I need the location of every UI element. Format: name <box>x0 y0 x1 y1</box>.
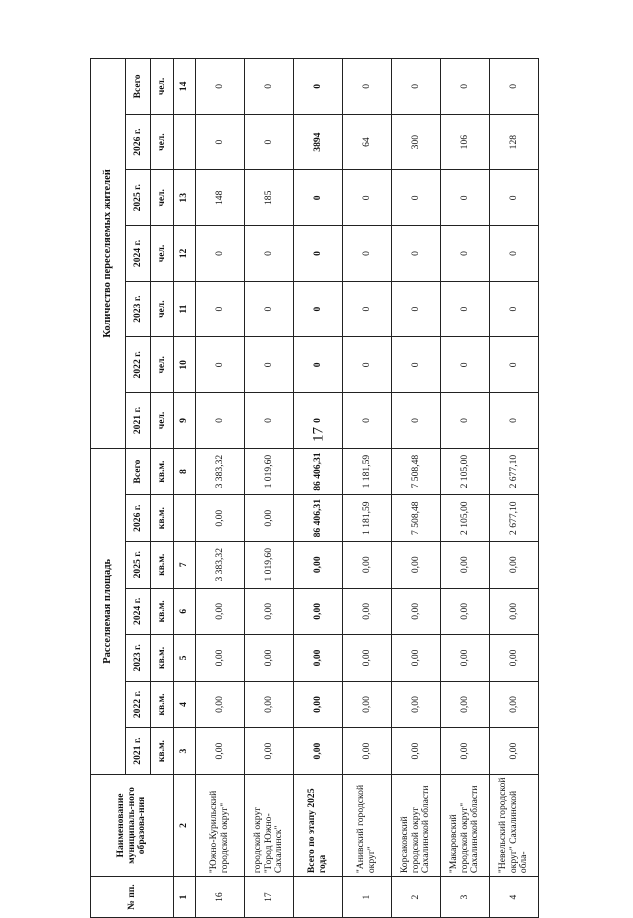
area-cell: 0,00 <box>196 728 245 775</box>
area-cell: 0,00 <box>294 541 343 588</box>
people-cell: 0 <box>343 281 392 337</box>
people-cell: 0 <box>196 337 245 393</box>
column-number: 6 <box>174 588 196 635</box>
column-number: 12 <box>174 226 196 282</box>
people-cell: 0 <box>294 281 343 337</box>
header-no: № пп. <box>91 877 174 918</box>
people-cell: 185 <box>245 170 294 226</box>
unit-people: чел. <box>151 337 174 393</box>
unit-area: кв.м. <box>151 448 174 495</box>
unit-area: кв.м. <box>151 495 174 542</box>
resettlement-table-rotor <box>90 58 586 918</box>
area-cell: 1 019,60 <box>245 541 294 588</box>
area-cell: 0,00 <box>441 681 490 728</box>
people-cell: 0 <box>490 226 539 282</box>
area-cell: 0,00 <box>441 588 490 635</box>
area-cell: 0,00 <box>343 635 392 682</box>
people-cell: 0 <box>245 281 294 337</box>
area-cell: 0,00 <box>392 635 441 682</box>
area-cell: 0,00 <box>343 588 392 635</box>
header-area-year: 2026 г. <box>126 495 151 542</box>
header-people-year: 2022 г. <box>126 337 151 393</box>
people-cell: 0 <box>196 226 245 282</box>
page-number: 17 <box>310 427 327 442</box>
area-cell: 2 677,10 <box>490 495 539 542</box>
people-total-cell: 0 <box>245 59 294 115</box>
unit-people: чел. <box>151 114 174 170</box>
resettlement-table <box>90 58 539 918</box>
table-row <box>245 59 294 918</box>
column-number: 1 <box>174 877 196 918</box>
people-cell: 0 <box>392 393 441 449</box>
area-cell: 0,00 <box>245 728 294 775</box>
column-number: 11 <box>174 281 196 337</box>
people-cell: 0 <box>294 170 343 226</box>
area-cell: 0,00 <box>441 635 490 682</box>
unit-area: кв.м. <box>151 588 174 635</box>
column-number <box>174 114 196 170</box>
people-total-cell: 0 <box>196 59 245 115</box>
area-cell: 0,00 <box>392 588 441 635</box>
people-cell: 0 <box>245 114 294 170</box>
municipality-name: "Анивский городской округ" <box>343 774 392 876</box>
area-cell: 0,00 <box>294 681 343 728</box>
column-number <box>174 495 196 542</box>
header-area-year: 2024 г. <box>126 588 151 635</box>
people-total-cell: 0 <box>294 59 343 115</box>
header-people-group: Количество переселяемых жителей <box>91 59 126 449</box>
area-total-cell: 1 181,59 <box>343 448 392 495</box>
area-cell: 0,00 <box>490 681 539 728</box>
area-cell: 3 383,32 <box>196 541 245 588</box>
unit-area: кв.м. <box>151 635 174 682</box>
table-row-stage-total <box>294 59 343 918</box>
area-cell: 0,00 <box>294 728 343 775</box>
people-cell: 0 <box>392 281 441 337</box>
unit-area: кв.м. <box>151 541 174 588</box>
area-cell: 2 105,00 <box>441 495 490 542</box>
area-total-cell: 2 105,00 <box>441 448 490 495</box>
unit-people: чел. <box>151 226 174 282</box>
area-cell: 0,00 <box>490 635 539 682</box>
people-cell: 0 <box>343 393 392 449</box>
area-total-cell: 2 677,10 <box>490 448 539 495</box>
people-cell: 0 <box>294 393 343 449</box>
people-cell: 148 <box>196 170 245 226</box>
area-cell: 0,00 <box>490 588 539 635</box>
people-cell: 0 <box>196 393 245 449</box>
area-cell: 0,00 <box>245 588 294 635</box>
people-cell: 64 <box>343 114 392 170</box>
unit-people: чел. <box>151 393 174 449</box>
area-cell: 0,00 <box>392 541 441 588</box>
unit-people: чел. <box>151 59 174 115</box>
area-cell: 0,00 <box>392 728 441 775</box>
unit-people: чел. <box>151 281 174 337</box>
header-area-total: Всего <box>126 448 151 495</box>
area-cell: 1 181,59 <box>343 495 392 542</box>
municipality-name: городской округ "Город Южно-Сахалинск" <box>245 774 294 876</box>
people-cell: 0 <box>441 170 490 226</box>
area-cell: 0,00 <box>490 541 539 588</box>
municipality-name: "Макаровский городской округ" Сахалинской области <box>441 774 490 876</box>
area-cell: 0,00 <box>343 541 392 588</box>
people-cell: 0 <box>245 393 294 449</box>
area-cell: 7 508,48 <box>392 495 441 542</box>
row-number <box>294 877 343 918</box>
column-number: 4 <box>174 681 196 728</box>
header-area-year: 2023 г. <box>126 635 151 682</box>
people-cell: 0 <box>343 226 392 282</box>
people-cell: 0 <box>490 170 539 226</box>
area-cell: 0,00 <box>196 495 245 542</box>
area-cell: 0,00 <box>392 681 441 728</box>
area-total-cell: 86 406,31 <box>294 448 343 495</box>
people-cell: 0 <box>245 337 294 393</box>
people-total-cell: 0 <box>490 59 539 115</box>
row-number: 2 <box>392 877 441 918</box>
table-row <box>392 59 441 918</box>
municipality-name: "Невельский городской округ" Сахалинской обла- <box>490 774 539 876</box>
people-cell: 0 <box>196 114 245 170</box>
row-number: 3 <box>441 877 490 918</box>
header-name: Наименование муниципаль-ного образова-ния <box>91 774 174 876</box>
unit-area: кв.м. <box>151 681 174 728</box>
municipality-name: Всего по этапу 2025 года <box>294 774 343 876</box>
area-cell: 0,00 <box>245 681 294 728</box>
people-cell: 0 <box>294 226 343 282</box>
area-total-cell: 1 019,60 <box>245 448 294 495</box>
table-body <box>196 59 539 918</box>
header-people-year: 2023 г. <box>126 281 151 337</box>
people-cell: 0 <box>343 170 392 226</box>
column-number: 9 <box>174 393 196 449</box>
people-cell: 0 <box>343 337 392 393</box>
header-row-groups <box>91 59 126 918</box>
area-cell: 0,00 <box>196 635 245 682</box>
area-cell: 0,00 <box>343 728 392 775</box>
column-number: 8 <box>174 448 196 495</box>
people-cell: 0 <box>441 281 490 337</box>
people-total-cell: 0 <box>343 59 392 115</box>
column-number: 13 <box>174 170 196 226</box>
area-cell: 0,00 <box>294 635 343 682</box>
area-cell: 0,00 <box>245 495 294 542</box>
header-people-year: 2025 г. <box>126 170 151 226</box>
people-total-cell: 0 <box>441 59 490 115</box>
people-cell: 0 <box>392 226 441 282</box>
area-cell: 86 406,31 <box>294 495 343 542</box>
area-cell: 0,00 <box>245 635 294 682</box>
column-number: 10 <box>174 337 196 393</box>
area-cell: 0,00 <box>490 728 539 775</box>
row-number: 17 <box>245 877 294 918</box>
table-row <box>343 59 392 918</box>
resettlement-table-container <box>90 58 586 918</box>
people-total-cell: 0 <box>392 59 441 115</box>
people-cell: 3894 <box>294 114 343 170</box>
header-area-year: 2022 г. <box>126 681 151 728</box>
header-people-year: 2021 г. <box>126 393 151 449</box>
people-cell: 0 <box>392 170 441 226</box>
people-cell: 0 <box>441 393 490 449</box>
row-number: 1 <box>343 877 392 918</box>
people-cell: 0 <box>441 226 490 282</box>
header-area-group: Расселяемая площадь <box>91 448 126 774</box>
area-cell: 0,00 <box>196 588 245 635</box>
people-cell: 300 <box>392 114 441 170</box>
people-cell: 0 <box>441 337 490 393</box>
row-number: 16 <box>196 877 245 918</box>
people-cell: 0 <box>245 226 294 282</box>
people-cell: 106 <box>441 114 490 170</box>
area-cell: 0,00 <box>441 541 490 588</box>
header-people-total: Всего <box>126 59 151 115</box>
row-number: 4 <box>490 877 539 918</box>
people-cell: 0 <box>490 393 539 449</box>
column-number: 2 <box>174 774 196 876</box>
people-cell: 0 <box>294 337 343 393</box>
unit-people: чел. <box>151 170 174 226</box>
table-row <box>441 59 490 918</box>
header-people-year: 2026 г. <box>126 114 151 170</box>
table-row <box>490 59 539 918</box>
table-row <box>196 59 245 918</box>
people-cell: 0 <box>490 281 539 337</box>
header-area-year: 2025 г. <box>126 541 151 588</box>
area-total-cell: 3 383,32 <box>196 448 245 495</box>
column-number: 14 <box>174 59 196 115</box>
area-cell: 0,00 <box>343 681 392 728</box>
unit-area: кв.м. <box>151 728 174 775</box>
column-number: 5 <box>174 635 196 682</box>
header-people-year: 2024 г. <box>126 226 151 282</box>
area-cell: 0,00 <box>441 728 490 775</box>
column-number: 3 <box>174 728 196 775</box>
area-total-cell: 7 508,48 <box>392 448 441 495</box>
people-cell: 0 <box>392 337 441 393</box>
column-number: 7 <box>174 541 196 588</box>
municipality-name: Корсаковский городской округ Сахалинской области <box>392 774 441 876</box>
header-row-column-numbers <box>174 59 196 918</box>
municipality-name: "Южно-Курильский городской округ" <box>196 774 245 876</box>
people-cell: 0 <box>196 281 245 337</box>
people-cell: 128 <box>490 114 539 170</box>
area-cell: 0,00 <box>196 681 245 728</box>
people-cell: 0 <box>490 337 539 393</box>
area-cell: 0,00 <box>294 588 343 635</box>
header-area-year: 2021 г. <box>126 728 151 775</box>
